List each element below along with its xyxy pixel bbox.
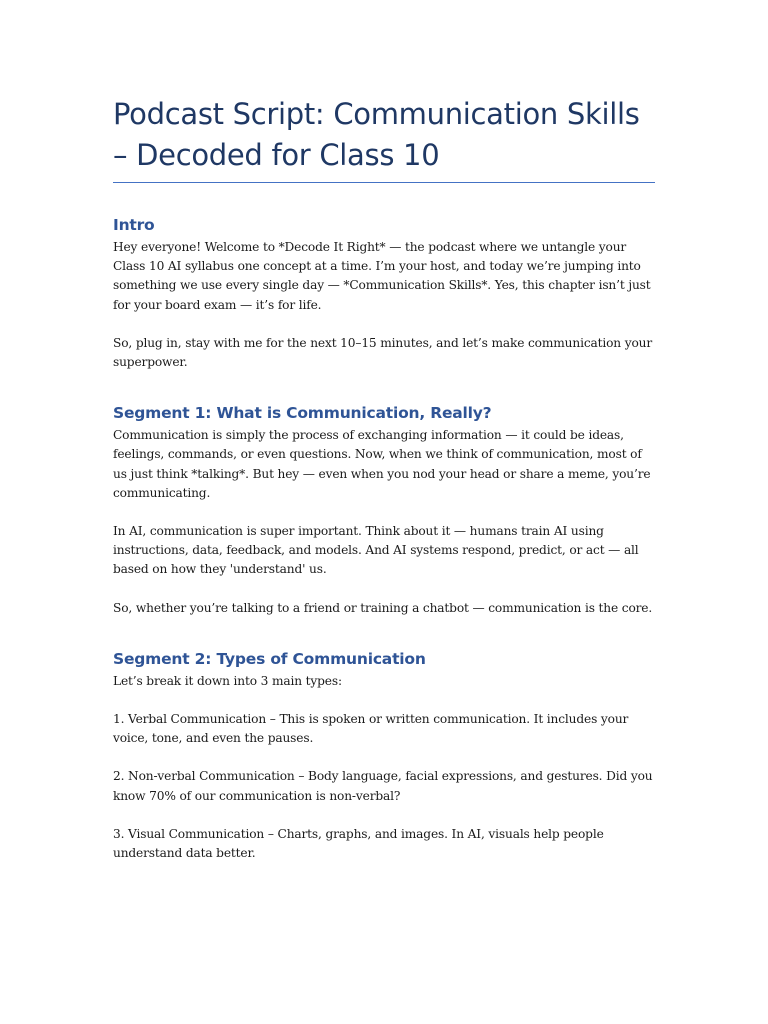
document-title: Podcast Script: Communication Skills – Decoded for Class 10 (113, 97, 640, 172)
segment-2-paragraph-2: 1. Verbal Communication – This is spoken or written communication. It includes your voice, tone, and even the pauses. (113, 712, 629, 746)
section-heading-intro: Intro (113, 216, 155, 234)
segment-2-paragraph-1: Let’s break it down into 3 main types: (113, 673, 342, 688)
intro-paragraph-1: Hey everyone! Welcome to *Decode It Right* — the podcast where we untangle your Class 10 AI syllabus one concept at a time. I’m your host, and today we’re jumping into something we use every single day — *Communication Skills*. Yes, this chapter isn’t just for your board exam — it’s for life. (113, 240, 651, 312)
segment-2-paragraph-4: 3. Visual Communication – Charts, graphs, and images. In AI, visuals help people understand data better. (113, 826, 604, 861)
segment-2-paragraph-3: 2. Non-verbal Communication – Body language, facial expressions, and gestures. Did you know 70% of our communication is non-verbal? (113, 769, 653, 803)
document-page (113, 94, 656, 863)
intro-paragraph-2: So, plug in, stay with me for the next 10–15 minutes, and let’s make communication your superpower. (113, 335, 653, 370)
section-heading-segment-1: Segment 1: What is Communication, Really? (113, 404, 492, 423)
title-underline (113, 182, 655, 183)
segment-1-paragraph-1: Communication is simply the process of exchanging information — it could be ideas, feelings, commands, or even questions. Now, when we think of communication, most of us just think *talking*. But hey — even when you nod your head or share a meme, you’re communicating. (113, 428, 651, 500)
section-heading-segment-2: Segment 2: Types of Communication (113, 649, 426, 668)
segment-1-paragraph-2: In AI, communication is super important. Think about it — humans train AI using instructions, data, feedback, and models. And AI systems respond, predict, or act — all based on how they 'understand' us. (113, 524, 639, 577)
segment-1-paragraph-3: So, whether you’re talking to a friend or training a chatbot — communication is the core. (113, 600, 653, 615)
